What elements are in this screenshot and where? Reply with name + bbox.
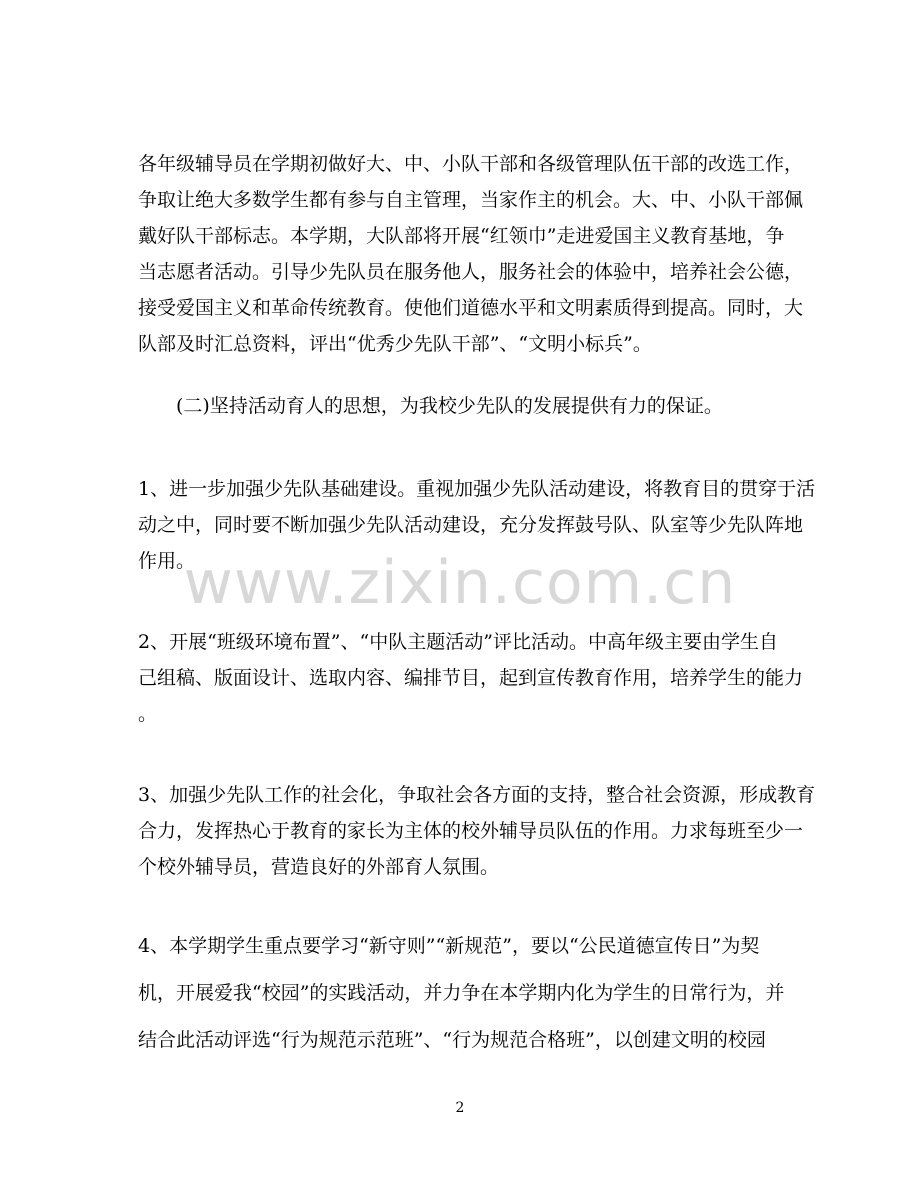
section-heading: (二)坚持活动育人的思想，为我校少先队的发展提供有力的保证。 xyxy=(176,395,723,417)
paragraph-1-line-4: 当志愿者活动。引导少先队员在服务他人，服务社会的体验中，培养社会公德， xyxy=(138,261,804,283)
item-4-line-3: 结合此活动评选“行为规范示范班”、“行为规范合格班”，以创建文明的校园 xyxy=(138,1029,766,1051)
paragraph-1-line-1: 各年级辅导员在学期初做好大、中、小队干部和各级管理队伍干部的改选工作， xyxy=(138,153,804,175)
item-3-line-2: 合力，发挥热心于教育的家长为主体的校外辅导员队伍的作用。力求每班至少一 xyxy=(138,820,804,842)
paragraph-1-line-5: 接受爱国主义和革命传统教育。使他们道德水平和文明素质得到提高。同时，大 xyxy=(138,297,804,319)
item-2-line-3: 。 xyxy=(138,703,158,725)
page-number: 2 xyxy=(455,1100,465,1116)
paragraph-1-line-2: 争取让绝大多数学生都有参与自主管理，当家作主的机会。大、中、小队干部佩 xyxy=(138,189,804,211)
item-1-line-2: 动之中，同时要不断加强少先队活动建设，充分发挥鼓号队、队室等少先队阵地 xyxy=(138,514,804,536)
paragraph-1-line-3: 戴好队干部标志。本学期，大队部将开展“红领巾”走进爱国主义教育基地，争 xyxy=(138,225,785,247)
item-1-line-1: 1、进一步加强少先队基础建设。重视加强少先队活动建设，将教育目的贯穿于活 xyxy=(138,478,816,500)
watermark: www.zixin.com.cn xyxy=(183,548,737,618)
item-4-line-1: 4、本学期学生重点要学习“新守则”“新规范”，要以“公民道德宣传日”为契 xyxy=(138,935,760,957)
item-2-line-1: 2、开展“班级环境布置”、“中队主题活动”评比活动。中高年级主要由学生自 xyxy=(138,631,778,653)
item-1-line-3: 作用。 xyxy=(138,550,196,572)
paragraph-1-line-6: 队部及时汇总资料，评出“优秀少先队干部”、“文明小标兵”。 xyxy=(138,333,652,355)
item-3-line-3: 个校外辅导员，营造良好的外部育人氛围。 xyxy=(138,856,500,878)
item-2-line-2: 己组稿、版面设计、选取内容、编排节目，起到宣传教育作用，培养学生的能力 xyxy=(138,667,804,689)
item-4-line-2: 机，开展爱我“校园”的实践活动，并力争在本学期内化为学生的日常行为，并 xyxy=(138,982,785,1004)
item-3-line-1: 3、加强少先队工作的社会化，争取社会各方面的支持，整合社会资源，形成教育 xyxy=(138,784,816,806)
